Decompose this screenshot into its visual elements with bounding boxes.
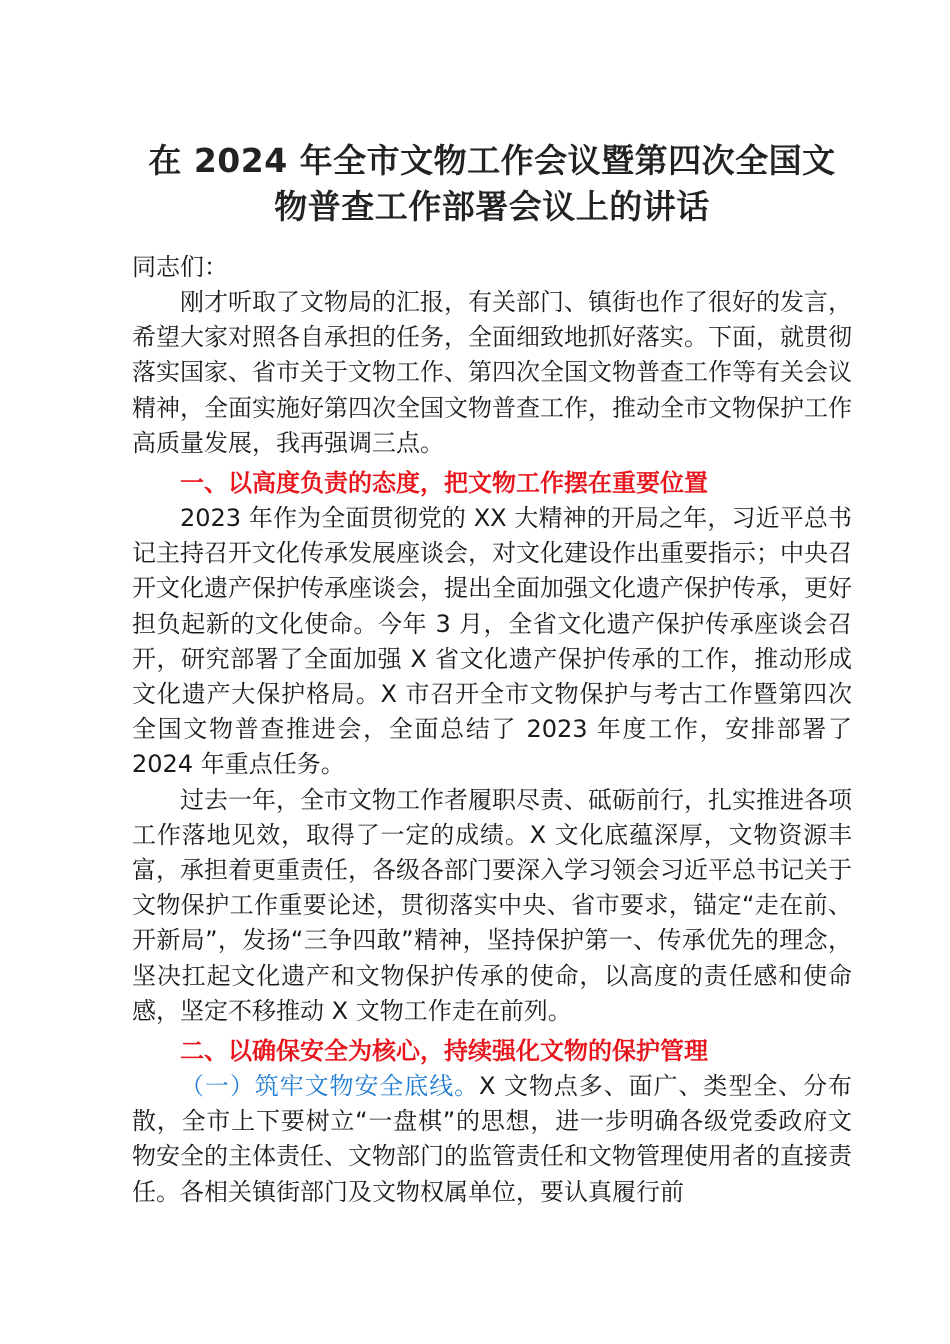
salutation: 同志们： <box>132 253 228 281</box>
section-2-subheading-1-text: X 文物点多、面广、类型全、分布散，全市上下要树立“一盘棋”的思想，进一步明确各级党委政府文物安全的主体责任、文物部门的监管责任和文物管理使用者的直接责任。各相关镇街部门及文物权属单位，要认真履行前 <box>132 1072 852 1206</box>
document-page <box>132 138 852 1210</box>
section-1-paragraph-1: 2023 年作为全面贯彻党的 XX 大精神的开局之年，习近平总书记主持召开文化传承发展座谈会，对文化建设作出重要指示；中央召开文化遗产保护传承座谈会，提出全面加强文化遗产保护传承，更好担负起新的文化使命。今年 3 月，全省文化遗产保护传承座谈会召开，研究部署了全面加强 X 省文化遗产保护传承的工作，推动形成文化遗产大保护格局。X 市召开全市文物保护与考古工作暨第四次全国文物普查推进会，全面总结了 2023 年度工作，安排部署了 2024 年重点任务。 <box>132 504 852 779</box>
title-line-1: 在 2024 年全市文物工作会议暨第四次全国文 <box>148 141 836 180</box>
section-1-heading: 一、以高度负责的态度，把文物工作摆在重要位置 <box>180 469 708 498</box>
title-line-2: 物普查工作部署会议上的讲话 <box>274 187 710 226</box>
section-2-subheading-1: （一）筑牢文物安全底线。 <box>180 1072 480 1101</box>
document-title <box>132 138 852 230</box>
section-2-paragraph-1 <box>132 1069 852 1210</box>
section-1-paragraph-2: 过去一年，全市文物工作者履职尽责、砥砺前行，扎实推进各项工作落地见效，取得了一定的成绩。X 文化底蕴深厚，文物资源丰富，承担着更重责任，各级各部门要深入学习领会习近平总书记关于文物保护工作重要论述，贯彻落实中央、省市要求，锚定“走在前、开新局”，发扬“三争四敢”精神，坚持保护第一、传承优先的理念，坚决扛起文化遗产和文物保护传承的使命，以高度的责任感和使命感，坚定不移推动 X 文物工作走在前列。 <box>132 785 852 1025</box>
intro-paragraph: 刚才听取了文物局的汇报，有关部门、镇街也作了很好的发言，希望大家对照各自承担的任务，全面细致地抓好落实。下面，就贯彻落实国家、省市关于文物工作、第四次全国文物普查工作等有关会议精神，全面实施好第四次全国文物普查工作，推动全市文物保护工作高质量发展，我再强调三点。 <box>132 288 852 457</box>
section-2-heading: 二、以确保安全为核心，持续强化文物的保护管理 <box>180 1037 708 1066</box>
